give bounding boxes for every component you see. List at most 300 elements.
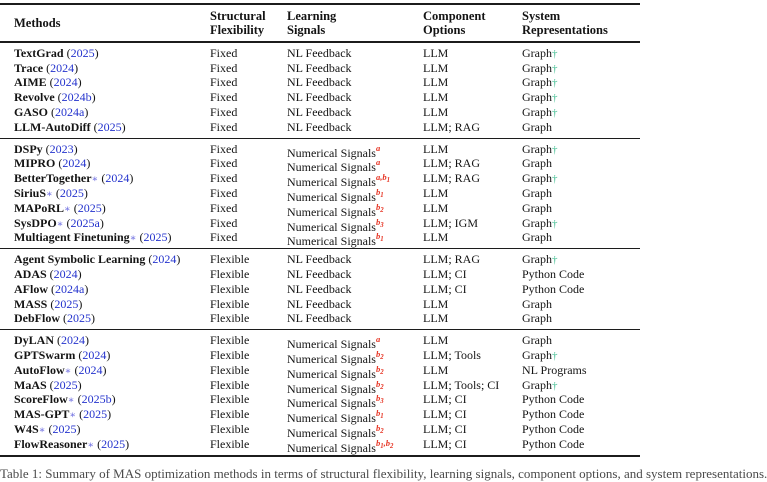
method-name: AIME (14, 75, 47, 90)
paren-open: ( (74, 392, 82, 407)
signal-superscript: b2 (375, 422, 384, 435)
method-name: MaAS (14, 377, 47, 392)
citation-year-link[interactable]: 2024a (55, 281, 85, 296)
method-name: MAPoRL (14, 200, 64, 215)
table-body (0, 43, 640, 457)
table-row (0, 75, 640, 90)
table-row (0, 90, 640, 105)
table-row (0, 407, 640, 426)
method-name: W4S (14, 421, 39, 436)
paren-close: ) (73, 141, 78, 156)
citation-year-link[interactable]: 2025 (83, 407, 108, 422)
citation-year-link[interactable]: 2025 (67, 311, 91, 326)
representation-cell: Graph (522, 333, 552, 348)
signal-superscript: b2 (375, 378, 384, 391)
dagger-marker: † (552, 217, 558, 230)
component-options-cell: LLM; CI (423, 436, 467, 451)
flexibility-cell: Fixed (210, 200, 238, 215)
paren-open: ( (136, 230, 144, 245)
learning-signal-cell: NL Feedback (287, 104, 352, 119)
learning-signal-cell: NL Feedback (287, 90, 352, 105)
header-system-representations: System Representations (522, 9, 608, 38)
learning-signal-cell: Numerical Signals$^{b_2}$ (287, 201, 384, 219)
dagger-marker: † (552, 62, 558, 75)
citation-year-link[interactable]: 2025 (54, 296, 79, 311)
signal-subscript-digit: 2 (380, 353, 384, 361)
flexibility-cell: Fixed (210, 156, 238, 171)
method-name: DSPy (14, 141, 43, 156)
citation-year-link[interactable]: 2025 (77, 200, 102, 215)
signal-subscript-digit: 2 (380, 368, 384, 376)
signal-superscript: b2 (375, 348, 384, 361)
paren-open: ( (55, 156, 63, 171)
method-cell (14, 105, 210, 121)
component-options-cell: LLM; CI (423, 407, 467, 422)
paren-open: ( (145, 252, 153, 267)
method-name: AFlow (14, 281, 48, 296)
method-name: DyLAN (14, 333, 55, 348)
learning-signal-cell: Numerical Signals$^{b_1}$ (287, 186, 384, 204)
representation-cell: Python Code (522, 266, 585, 281)
table-row (0, 120, 640, 135)
table-row (0, 377, 640, 396)
method-cell (14, 230, 210, 249)
flexibility-cell: Fixed (210, 75, 238, 90)
method-cell (14, 75, 210, 91)
flexibility-cell: Fixed (210, 171, 238, 186)
component-options-cell: LLM; RAG (423, 119, 480, 134)
table-row (0, 421, 640, 440)
signal-subscript-digit: 1 (380, 413, 384, 421)
paren-close: ) (77, 75, 82, 90)
representation-cell: NL Programs (522, 362, 587, 377)
learning-signal-cell: Numerical Signals$^{a,b_1}$ (287, 172, 391, 190)
method-cell (14, 437, 210, 456)
paren-close: ) (102, 362, 107, 377)
paren-close: ) (83, 185, 88, 200)
paren-close: ) (121, 119, 126, 134)
component-options-cell: LLM; CI (423, 392, 467, 407)
method-cell (14, 61, 210, 77)
representation-cell: Graph† (522, 104, 558, 119)
table-row (0, 215, 640, 234)
learning-signal-cell: NL Feedback (287, 296, 352, 311)
component-options-cell: LLM (423, 333, 449, 348)
component-options-cell: LLM; CI (423, 266, 467, 281)
paren-close: ) (91, 311, 95, 326)
paren-open: ( (45, 421, 53, 436)
flexibility-cell: Flexible (210, 296, 250, 311)
paren-open: ( (63, 45, 71, 60)
representation-cell: Graph† (522, 60, 558, 75)
dagger-marker: † (552, 77, 558, 90)
component-options-cell: LLM (423, 45, 449, 60)
learning-signal-cell: NL Feedback (287, 252, 352, 267)
paren-close: ) (101, 200, 106, 215)
representation-cell: Graph (522, 119, 552, 134)
signal-superscript: b2 (375, 201, 384, 214)
component-options-cell: LLM (423, 75, 449, 90)
trainable-asterisk-marker: ∗ (87, 439, 95, 451)
method-name: Agent Symbolic Learning (14, 252, 146, 267)
representation-cell: Graph (522, 230, 552, 245)
trainable-asterisk-marker: ∗ (56, 218, 64, 230)
method-name: SiriuS (14, 185, 47, 200)
table-row (0, 61, 640, 76)
table-row (0, 436, 640, 455)
paren-close: ) (78, 296, 83, 311)
paren-close: ) (76, 421, 81, 436)
method-cell (14, 90, 210, 106)
representation-cell: Python Code (522, 421, 585, 436)
signal-superscript: b1,b2 (375, 437, 394, 450)
method-name: Revolve (14, 90, 55, 105)
paren-close: ) (111, 392, 116, 407)
citation-year-link[interactable]: 2023 (49, 141, 74, 156)
table-row (0, 171, 640, 190)
signal-subscript-digit: 2 (380, 427, 384, 435)
paren-open: ( (42, 141, 50, 156)
method-name: ScoreFlow (14, 392, 68, 407)
dagger-marker: † (552, 47, 558, 60)
table-row (0, 392, 640, 411)
table-row (0, 156, 640, 175)
method-cell (14, 46, 210, 62)
paren-open: ( (46, 266, 54, 281)
learning-signal-cell: NL Feedback (287, 266, 352, 281)
representation-cell: Python Code (522, 281, 585, 296)
table-row (0, 333, 640, 352)
flexibility-cell: Flexible (210, 377, 250, 392)
signal-superscript: b1 (375, 408, 384, 421)
component-options-cell: LLM (423, 230, 449, 245)
paren-close: ) (85, 333, 90, 348)
paren-open: ( (54, 333, 62, 348)
signal-superscript: a,b1 (375, 172, 391, 185)
paren-close: ) (86, 156, 91, 171)
signal-subscript-digit: 1 (380, 191, 384, 199)
learning-signal-cell: Numerical Signals$^{b_2}$ (287, 348, 384, 366)
paren-close: ) (84, 281, 89, 296)
representation-cell: Graph† (522, 141, 558, 156)
flexibility-cell: Flexible (210, 311, 250, 326)
component-options-cell: LLM; CI (423, 281, 467, 296)
paren-open: ( (94, 436, 102, 451)
paren-close: ) (84, 104, 89, 119)
dagger-marker: † (552, 173, 558, 186)
signal-subscript-digit: 2 (380, 206, 384, 214)
method-name: BetterTogether (14, 171, 92, 186)
signal-superscript: b3 (375, 216, 384, 229)
paren-close: ) (99, 215, 104, 230)
table-caption-text: Table 1: Summary of MAS optimization methods in terms of structural flexibility, learning signals, component options, and system representations. (0, 465, 767, 481)
citation-year-link[interactable]: 2025a (70, 215, 100, 230)
paren-open: ( (46, 75, 54, 90)
signal-subscript-digit: 3 (380, 398, 384, 406)
signal-subscript-digit: 1 (380, 442, 384, 450)
paren-open: ( (52, 185, 60, 200)
component-options-cell: LLM; IGM (423, 215, 478, 230)
flexibility-cell: Flexible (210, 392, 250, 407)
paren-open: ( (48, 281, 55, 296)
component-options-cell: LLM (423, 200, 449, 215)
paren-close: ) (107, 407, 112, 422)
representation-cell: Graph† (522, 215, 558, 230)
table-caption-clipped (0, 465, 767, 481)
citation-year-link[interactable]: 2025 (59, 185, 84, 200)
table-row (0, 347, 640, 366)
paren-close: ) (129, 171, 134, 186)
flexibility-cell: Fixed (210, 104, 238, 119)
citation-year-link[interactable]: 2024 (105, 171, 130, 186)
learning-signal-cell: NL Feedback (287, 75, 352, 90)
table-row (0, 185, 640, 204)
learning-signal-cell: Numerical Signals$^a$ (287, 142, 381, 160)
paren-close: ) (106, 347, 111, 362)
citation-year-link[interactable]: 2024 (50, 60, 75, 75)
paren-open: ( (90, 119, 98, 134)
learning-signal-cell: Numerical Signals$^{b_1}$ (287, 231, 384, 249)
signal-subscript-digit: 3 (380, 221, 384, 229)
component-options-cell: LLM (423, 60, 449, 75)
flexibility-cell: Flexible (210, 347, 250, 362)
paper-table-figure (0, 3, 767, 481)
citation-year-link[interactable]: 2024 (53, 75, 78, 90)
citation-year-link[interactable]: 2024 (62, 156, 87, 171)
flexibility-cell: Fixed (210, 90, 238, 105)
flexibility-cell: Flexible (210, 362, 250, 377)
citation-year-link[interactable]: 2025 (70, 45, 95, 60)
component-options-cell: LLM; Tools (423, 347, 481, 362)
representation-cell: Graph (522, 311, 552, 326)
learning-signal-cell: Numerical Signals$^{b_2}$ (287, 378, 384, 396)
signal-superscript: b1 (375, 186, 384, 199)
representation-cell: Graph† (522, 252, 558, 267)
table-row (0, 230, 640, 249)
signal-subscript-digit: 2 (380, 383, 384, 391)
learning-signal-cell: Numerical Signals$^a$ (287, 157, 381, 175)
citation-year-link[interactable]: 2025 (53, 377, 78, 392)
table-row (0, 267, 640, 282)
flexibility-cell: Flexible (210, 281, 250, 296)
paren-close: ) (74, 60, 79, 75)
dagger-marker: † (552, 254, 558, 267)
citation-year-link[interactable]: 2025 (143, 230, 168, 245)
signal-superscript: a (375, 334, 381, 345)
method-cell (14, 252, 210, 268)
trainable-asterisk-marker: ∗ (46, 188, 53, 200)
flexibility-cell: Fixed (210, 60, 238, 75)
learning-signal-cell: NL Feedback (287, 311, 352, 326)
signal-subscript-digit: 2 (390, 442, 394, 450)
table-section (0, 43, 640, 138)
table-row (0, 141, 640, 160)
component-options-cell: LLM (423, 141, 449, 156)
component-options-cell: LLM; Tools; CI (423, 377, 500, 392)
table-section (0, 139, 640, 249)
method-cell (14, 311, 210, 326)
citation-year-link[interactable]: 2024a (55, 104, 85, 119)
trainable-asterisk-marker: ∗ (64, 203, 71, 215)
signal-superscript: a (375, 157, 381, 168)
flexibility-cell: Flexible (210, 436, 250, 451)
table-row (0, 362, 640, 381)
method-name: Multiagent Finetuning (14, 230, 130, 245)
paren-open: ( (43, 60, 51, 75)
learning-signal-cell: Numerical Signals$^a$ (287, 334, 381, 352)
paren-open: ( (71, 362, 79, 377)
representation-cell: Python Code (522, 436, 585, 451)
component-options-cell: LLM; RAG (423, 156, 480, 171)
trainable-asterisk-marker: ∗ (91, 174, 99, 186)
trainable-asterisk-marker: ∗ (64, 365, 72, 377)
table-row (0, 200, 640, 219)
dagger-marker: † (552, 106, 558, 119)
dagger-marker: † (552, 379, 558, 392)
flexibility-cell: Flexible (210, 333, 250, 348)
flexibility-cell: Fixed (210, 45, 238, 60)
learning-signal-cell: Numerical Signals$^{b_3}$ (287, 393, 384, 411)
trainable-asterisk-marker: ∗ (69, 410, 77, 422)
representation-cell: Graph (522, 200, 552, 215)
header-structural-flexibility: Structural Flexibility (210, 9, 266, 38)
dagger-marker: † (552, 92, 558, 105)
table-section (0, 249, 640, 329)
paren-open: ( (60, 311, 67, 326)
trainable-asterisk-marker: ∗ (67, 395, 75, 407)
learning-signal-cell: Numerical Signals$^{b_2}$ (287, 363, 384, 381)
table-row (0, 311, 640, 326)
representation-cell: Graph† (522, 377, 558, 392)
learning-signal-cell: NL Feedback (287, 60, 352, 75)
table-row (0, 105, 640, 120)
method-name: DebFlow (14, 311, 60, 326)
learning-signal-cell: Numerical Signals$^{b_1}$ (287, 408, 384, 426)
header-methods-label: Methods (14, 16, 61, 31)
method-name: FlowReasoner (14, 436, 88, 451)
method-name: SysDPO (14, 215, 57, 230)
flexibility-cell: Flexible (210, 266, 250, 281)
representation-cell: Graph (522, 296, 552, 311)
component-options-cell: LLM (423, 311, 449, 326)
paren-open: ( (48, 104, 56, 119)
learning-signal-cell: NL Feedback (287, 45, 352, 60)
paren-close: ) (167, 230, 172, 245)
paren-open: ( (70, 200, 78, 215)
flexibility-cell: Fixed (210, 141, 238, 156)
paren-open: ( (76, 407, 84, 422)
method-cell (14, 282, 210, 297)
signal-superscript: a (375, 142, 381, 153)
paren-open: ( (75, 347, 83, 362)
representation-cell: Graph† (522, 90, 558, 105)
header-methods (14, 9, 210, 37)
header-learning-signals: Learning Signals (287, 9, 337, 38)
method-name: Trace (14, 60, 44, 75)
paren-close: ) (77, 266, 82, 281)
paren-open: ( (46, 377, 54, 392)
signal-subscript-digit: 1 (380, 236, 384, 244)
flexibility-cell: Flexible (210, 407, 250, 422)
flexibility-cell: Fixed (210, 185, 238, 200)
paren-close: ) (94, 45, 99, 60)
citation-year-link[interactable]: 2024 (78, 362, 103, 377)
component-options-cell: LLM; RAG (423, 171, 480, 186)
signal-superscript: b1 (375, 231, 384, 244)
method-name: LLM-AutoDiff (14, 119, 91, 134)
method-cell (14, 120, 210, 135)
paren-open: ( (98, 171, 106, 186)
method-name: MAS-GPT (14, 407, 70, 422)
learning-signal-cell: NL Feedback (287, 119, 352, 134)
method-name: AutoFlow (14, 362, 65, 377)
table-header-row (0, 5, 640, 41)
citation-year-link[interactable]: 2025 (97, 119, 122, 134)
method-name: MASS (14, 296, 48, 311)
flexibility-cell: Fixed (210, 119, 238, 134)
citation-year-link[interactable]: 2024 (53, 266, 78, 281)
representation-cell: Graph (522, 156, 552, 171)
representation-cell: Graph† (522, 171, 558, 186)
component-options-cell: LLM (423, 104, 449, 119)
table-section (0, 330, 640, 454)
method-name: ADAS (14, 266, 47, 281)
component-options-cell: LLM; CI (423, 421, 467, 436)
citation-year-link[interactable]: 2025b (81, 392, 112, 407)
citation-year-link[interactable]: 2025 (52, 421, 77, 436)
component-options-cell: LLM; RAG (423, 252, 480, 267)
component-options-cell: LLM (423, 90, 449, 105)
learning-signal-cell: Numerical Signals$^{b_1,b_2}$ (287, 437, 394, 455)
method-name: GPTSwarm (14, 347, 76, 362)
header-component-options: Component Options (423, 9, 486, 38)
component-options-cell: LLM (423, 296, 449, 311)
citation-year-link[interactable]: 2024 (61, 333, 86, 348)
paren-open: ( (63, 215, 71, 230)
representation-cell: Graph† (522, 347, 558, 362)
signal-superscript: b3 (375, 393, 384, 406)
paren-close: ) (77, 377, 82, 392)
table-row (0, 252, 640, 267)
method-cell (14, 267, 210, 282)
table-row (0, 282, 640, 297)
trainable-asterisk-marker: ∗ (129, 233, 137, 245)
representation-cell: Graph (522, 185, 552, 200)
citation-year-link[interactable]: 2025 (101, 436, 126, 451)
signal-subscript-digit: 1 (386, 177, 391, 185)
flexibility-cell: Fixed (210, 215, 238, 230)
flexibility-cell: Flexible (210, 252, 250, 267)
signal-superscript: b2 (375, 363, 384, 376)
dagger-marker: † (552, 143, 558, 156)
table-row (0, 297, 640, 312)
table-row (0, 46, 640, 61)
learning-signal-cell: Numerical Signals$^{b_3}$ (287, 216, 384, 234)
citation-year-link[interactable]: 2024b (61, 90, 92, 105)
citation-year-link[interactable]: 2024 (82, 347, 107, 362)
component-options-cell: LLM (423, 185, 449, 200)
learning-signal-cell: Numerical Signals$^{b_2}$ (287, 422, 384, 440)
method-cell (14, 297, 210, 312)
paren-close: ) (125, 436, 130, 451)
component-options-cell: LLM (423, 362, 449, 377)
method-name: MIPRO (14, 156, 56, 171)
paren-close: ) (176, 252, 181, 267)
representation-cell: Python Code (522, 392, 585, 407)
citation-year-link[interactable]: 2024 (152, 252, 177, 267)
method-name: GASO (14, 104, 49, 119)
flexibility-cell: Fixed (210, 230, 238, 245)
